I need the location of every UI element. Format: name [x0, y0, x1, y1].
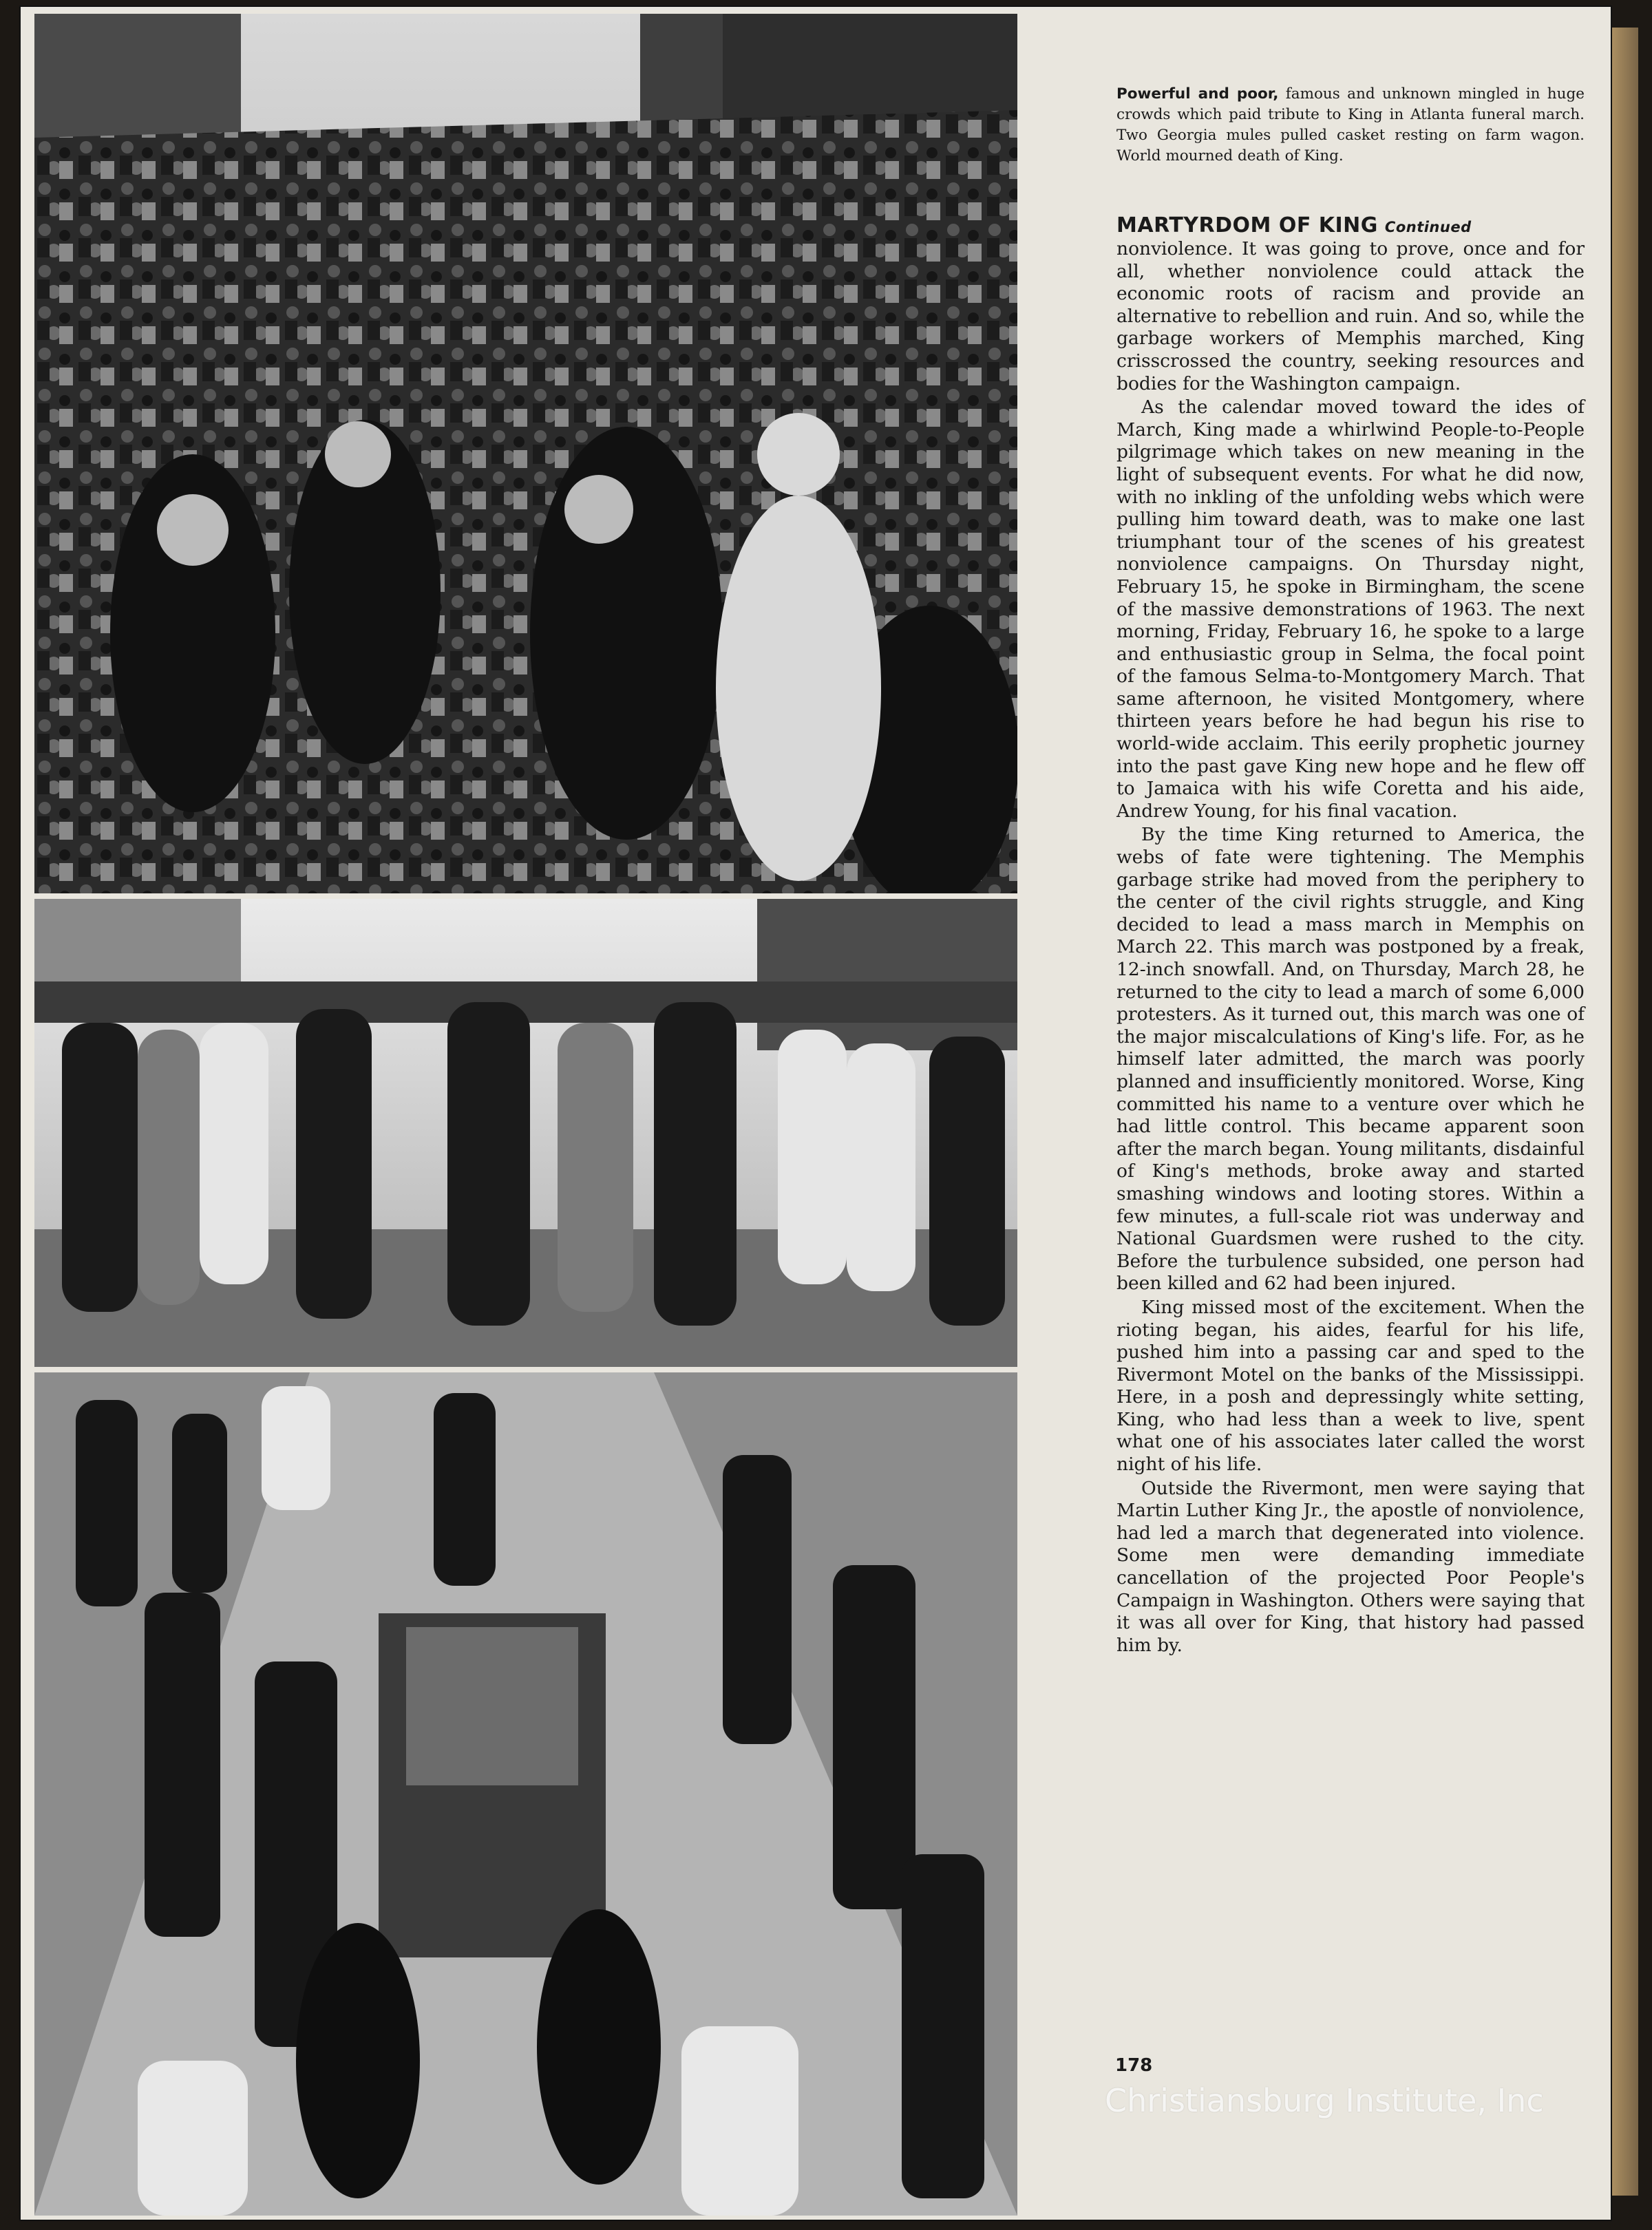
- article-body: [1116, 238, 1585, 1657]
- page-number: 178: [1115, 2055, 1153, 2076]
- magazine-page: [21, 7, 1611, 2220]
- paragraph-4: King missed most of the excitement. When the rioting began, his aides, fearful for his life, pushed him into a passing car and sped to the Rivermont Motel on the banks of the Mississippi. Here, in a posh and depressingly white setting, King, who had less than a week to live, spent what one of his associates later called the worst night of his life.: [1116, 1296, 1585, 1476]
- article-headline: [1116, 213, 1585, 237]
- photo-caption: [1116, 84, 1585, 167]
- caption-text: famous and unknown mingled in huge crowds which paid tribute to King in Atlanta funeral march. Two Georgia mules pulled casket resting on farm wagon. World mourned death of King.: [1116, 85, 1585, 164]
- caption-lead: Powerful and poor,: [1116, 85, 1279, 103]
- photo-mule-wagon-procession: [34, 1372, 1017, 2216]
- paragraph-1: nonviolence. It was going to prove, once and for all, whether nonviolence could attack the economic roots of racism and provide an alternative to rebellion and ruin. And so, while the garbage workers of Memphis marched, King crisscrossed the country, seeking resources and bodies for the Washington campaign.: [1116, 238, 1585, 394]
- headline-continued: Continued: [1384, 219, 1472, 235]
- paragraph-3: By the time King returned to America, the webs of fate were tightening. The Memphis garbage strike had moved from the periphery to the center of the civil rights struggle, and King decided to lead a mass march in Memphis on March 22. This march was postponed by a freak, 12-inch snowfall. And, on Thursday, March 28, he returned to the city to lead a march of some 6,000 protesters. As it turned out, this march was one of the major miscalculations of King's life. For, as he himself later admitted, the march was poorly planned and insufficiently monitored. Worse, King committed his name to a venture over which he had little control. This became apparent soon after the march began. Young militants, disdainful of King's methods, broke away and started smashing windows and looting stores. Within a few minutes, a full-scale riot was underway and National Guardsmen were rushed to the city. Before the turbulence subsided, one person had been killed and 62 had been injured.: [1116, 824, 1585, 1295]
- watermark: Christiansburg Institute, Inc: [1105, 2082, 1544, 2119]
- paragraph-5: Outside the Rivermont, men were saying that Martin Luther King Jr., the apostle of nonviolence, had led a march that degenerated into violence. Some men were demanding immediate cancellation of the projected Poor People's Campaign in Washington. Others were saying that it was all over for King, that history had passed him by.: [1116, 1477, 1585, 1656]
- photo-crowd-march: [34, 14, 1017, 893]
- headline-title: MARTYRDOM OF KING: [1116, 213, 1378, 237]
- article-column: [1094, 7, 1587, 2220]
- photo-marchers-arm-in-arm: [34, 899, 1017, 1367]
- paragraph-2: As the calendar moved toward the ides of March, King made a whirlwind People-to-People pilgrimage which takes on new meaning in the light of subsequent events. For what he did now, with no inkling of the unfolding webs which were pulling him toward death, was to make one last triumphant tour of the scenes of his greatest nonviolence campaigns. On Thursday night, February 15, he spoke in Birmingham, the scene of the massive demonstrations of 1963. The next morning, Friday, February 16, he spoke to a large and enthusiastic group in Selma, the focal point of the famous Selma-to-Montgomery March. That same afternoon, he visited Montgomery, where thirteen years before he had begun his rise to world-wide acclaim. This eerily prophetic journey into the past gave King new hope and he flew off to Jamaica with his wife Coretta and his aide, Andrew Young, for his final vacation.: [1116, 396, 1585, 822]
